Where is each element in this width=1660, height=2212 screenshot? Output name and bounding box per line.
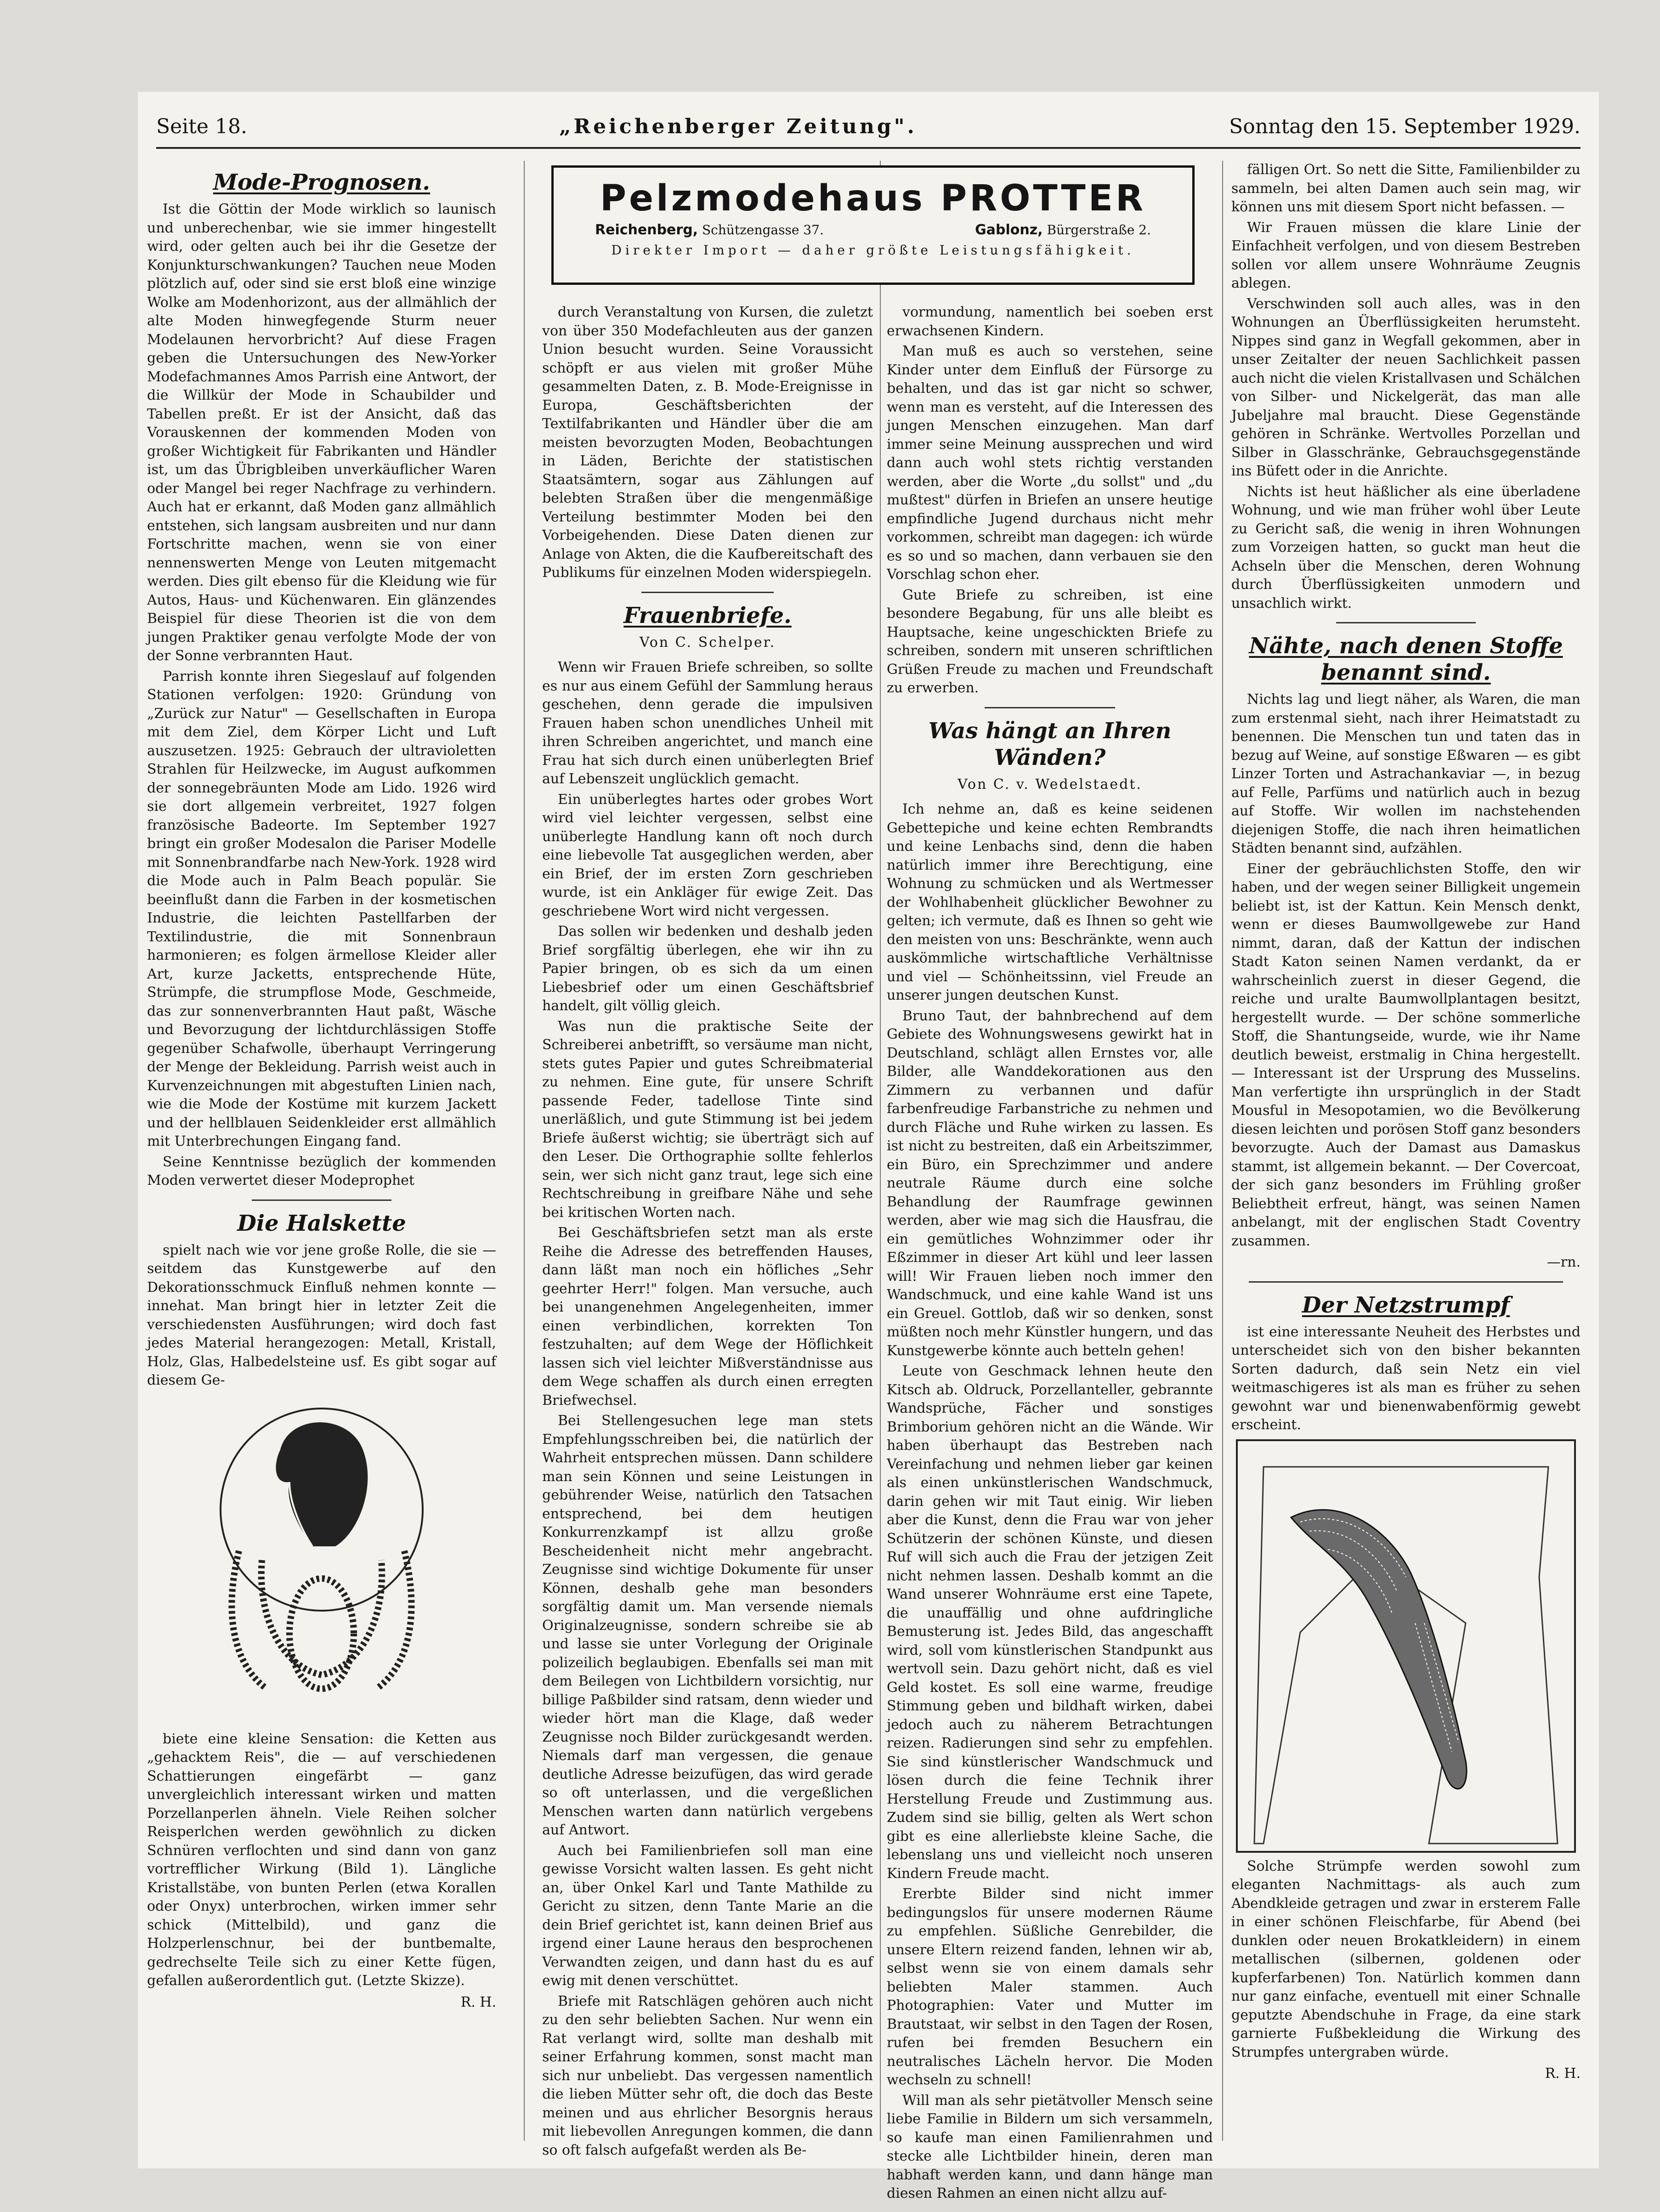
divider <box>252 1199 391 1201</box>
ad-city: Reichenberg, <box>595 222 698 238</box>
issue-date: Sonntag den 15. September 1929. <box>1229 114 1581 138</box>
article-byline: Von C. Schelper. <box>639 634 776 651</box>
article-paragraph: Ist die Göttin der Mode wirklich so launisch und unberechenbar, wie sie immer hingestellt wird, oder gelten auch bei ihr die Gesetze der Konjunkturschwankungen? Tauchen neue Moden plötzlich auf, oder sind sie erst bloß eine winzige Wolke am Modenhorizont, aus der allmählich der alte Moden hinwegfegende Sturm neuer Modelaunen hervorbricht? Auf diese Fragen geben die Untersuchungen des New-Yorker Modefachmannes Amos Parrish eine Antwort, der die Willkür der Mode in Schaubilder und Tabellen preßt. Er ist der Ansicht, daß das Vorauskennen der kommenden Moden von großer Wichtigkeit für Fabrikanten und Händler ist, um das Übrigbleiben unverkäuflicher Waren oder Mangel bei reger Nachfrage zu verhindern. Auch hat er erkannt, daß Moden ganz allmählich entstehen, sich langsam ausbreiten und nur dann Fortschritte machen, wenn sie von einer nennenswerten Menge von Leuten mitgemacht werden. Dies gilt ebenso für die Kleidung wie für Autos, Haus- und Küchenwaren. Ein glänzendes Beispiel für diese Theorien ist die von dem jungen Praktiker genau verfolgte Mode der von der Sonne verbrannten Haut. <box>147 201 496 664</box>
article-paragraph: spielt nach wie vor jene große Rolle, die sie — seitdem das Kunstgewerbe auf den Dekorationsschmuck Einfluß nehmen konnte — innehat. Man bringt hier in letzter Zeit die verschiedensten Ausführungen; wird doch fast jedes Material herangezogen: Metall, Kristall, Holz, Glas, Halbedelsteine usf. Es gibt sogar auf diesem Ge- <box>147 1242 496 1388</box>
column-2 <box>542 303 873 2158</box>
divider <box>1336 622 1476 623</box>
article-paragraph: Gute Briefe zu schreiben, ist eine besondere Begabung, für uns alle bleibt es Hauptsache, keine ungeschickten Briefe zu schreiben, sondern mit unseren schriftlichen Grüßen Freude zu machen und Freundschaft zu erwerben. <box>887 587 1213 696</box>
author-signature: R. H. <box>1545 2065 1581 2082</box>
article-paragraph: ist eine interessante Neuheit des Herbstes und unterscheidet sich von den bisher bekannten Sorten dadurch, daß sein Netz ein viel weitmaschigeres ist als man es früher zu sehen gewohnt war und bienenwabenförmig gewebt erscheint. <box>1231 1324 1581 1433</box>
ad-slogan: Direkter Import — daher größte Leistungsfähigkeit. <box>611 243 1135 258</box>
article-paragraph: Bruno Taut, der bahnbrechend auf dem Gebiete des Wohnungswesens gewirkt hat in Deutschland, schlägt allen Ernstes vor, alle Bilder, alle Wanddekorationen aus den Zimmern zu verbannen und dafür farbenfreudige Farbanstriche zu nehmen und durch Fläche und Ruhe wirken zu lassen. Es ist nicht zu bestreiten, daß ein Arbeitszimmer, ein Büro, ein Sprechzimmer und andere neutrale Räume durch eine solche Behandlung der Raumfrage gewinnen werden, aber wie mag sich die Hausfrau, die ein gemütliches Wohnzimmer oder ihr Eßzimmer in dieser Art kühl und leer lassen will! Wir Frauen lieben noch immer den Wandschmuck, und eine kahle Wand ist uns ein Greuel. Gottlob, daß wir so denken, sonst müßten noch mehr Künstler hungern, und das Kunstgewerbe könnte auch betteln gehen! <box>887 1007 1213 1359</box>
article-paragraph: Solche Strümpfe werden sowohl zum eleganten Nachmittags- als auch zum Abendkleide getragen und zwar in ersterem Falle in einer schönen Fleischfarbe, für Abend (bei dunklen oder neuen Brokatkleidern) in einem metallischen (silbernen, goldenen oder kupferfarbenen) Ton. Natürlich kommen dann nur ganz einfache, eventuell mit einer Schnalle geputzte Abendschuhe in Frage, da eine stark garnierte Fußbekleidung die Wirkung des Strumpfes untergraben würde. <box>1231 1858 1581 2060</box>
column-rule <box>880 161 881 2141</box>
article-paragraph: Ererbte Bilder sind nicht immer bedingungslos für unsere modernen Räume zu empfehlen. Süßliche Genrebilder, die unsere Eltern reizend fanden, lehnen wir ab, selbst wenn sie von einem damals sehr beliebten Maler stammen. Auch Photographien: Vater und Mutter im Brautstaat, wir selbst in den Tagen der Rosen, rufen bei fremden Besuchern ein neutralisches Lächeln hervor. Die Moden wechseln zu schnell! <box>887 1886 1213 2088</box>
ad-address: Bürgerstraße 2. <box>1047 222 1151 238</box>
column-4 <box>1231 161 1581 2141</box>
article-paragraph: Man muß es auch so verstehen, seine Kinder unter dem Einfluß der Fürsorge zu behalten, und das ist gar nicht so schwer, wenn man es versteht, auf die Interessen des jungen Menschen einzugehen. Man darf immer seine Meinung aussprechen und wird dann auch wohl stets richtig verstanden werden, aber die Worte „du sollst" und „du mußtest" dürfen in Briefen an unsere heutige empfindliche Jugend durchaus nicht mehr vorkommen, schreibt man dagegen: ich würde es so und so machen, dann verbauen sie den Vorschlag schon eher. <box>887 343 1213 583</box>
page-header <box>156 106 1581 149</box>
article-paragraph: durch Veranstaltung von Kursen, die zuletzt von über 350 Modefachleuten aus der ganzen Union besucht wurden. Seine Voraussicht schöpft er aus vielen mit großer Mühe gesammelten Daten, z. B. Mode-Ereignisse in Europa, Geschäftsberichten der Textilfabrikanten und Händler über die am meisten bevorzugten Moden, Beobachtungen in Läden, Berichte der statistischen Staatsämtern, sogar aus Zählungen auf belebten Straßen über die mengenmäßige Verteilung bestimmter Moden bei den Vorbeigehenden. Diese Daten dienen zur Anlage von Akten, die die Kaufbereitschaft des Publikums für einzelnen Moden widerspiegeln. <box>542 304 873 581</box>
column-rule <box>1222 161 1223 2141</box>
article-paragraph: Bei Geschäftsbriefen setzt man als erste Reihe die Adresse des betreffenden Hauses, dann läßt man noch ein höfliches „Sehr geehrter Herr!" folgen. Man versuche, auch bei unangenehmen Angelegenheiten, immer einen verbindlichen, korrekten Ton festzuhalten; auf dem Wege der Höflichkeit lassen sich viel leichter Mißverständnisse aus dem Wege schaffen als durch einen erregten Briefwechsel. <box>542 1225 873 1409</box>
article-paragraph: Nichts ist heut häßlicher als eine überladene Wohnung, und wie man früher wohl über Leute zu Gericht saß, die wenig in ihren Wohnungen zum Vorzeigen hatten, so guckt man heut die Achseln über die Menschen, deren Wohnung durch Überflüssigkeiten unmodern und unsachlich wirkt. <box>1231 483 1581 611</box>
ad-city: Gablonz, <box>975 222 1043 238</box>
article-title: Was hängt an Ihren Wänden? <box>928 718 1172 770</box>
article-title: Der Netzstrumpf <box>1302 1292 1510 1318</box>
article-paragraph: biete eine kleine Sensation: die Ketten aus „gehacktem Reis", die — auf verschiedenen Schattierungen eingefärbt — ganz unvergleichlich interessant wirken und matten Porzellanperlen ähneln. Viele Reihen solcher Reisperlchen werden gewöhnlich zu dicken Schnüren verflochten und sind dann von ganz vortrefflicher Wirkung (Bild 1). Längliche Kristallstäbe, von bunten Perlen (etwa Korallen oder Onyx) unterbrochen, wirken immer sehr schick (Mittelbild), und ganz die Holzperlenschnur, bei der buntbemalte, gedrechselte Teile sich zu einer Kette fügen, gefallen außerordentlich gut. (Letzte Skizze). <box>147 1731 496 1989</box>
divider <box>985 707 1115 708</box>
newspaper-page <box>138 92 1599 2201</box>
article-paragraph: fälligen Ort. So nett die Sitte, Familienbilder zu sammeln, bei alten Damen auch sein mag, wir können uns mit diesem Sport nicht befassen. — <box>1231 162 1581 215</box>
article-paragraph: Wenn wir Frauen Briefe schreiben, so sollte es nur aus einem Gefühl der Sammlung heraus geschehen, denn gerade die impulsiven Frauen haben schon unendliches Unheil mit ihren Schreiben angerichtet, und manch eine Frau hat sich durch einen unüberlegten Brief auf Lebenszeit unglücklich gemacht. <box>542 659 873 787</box>
column-1 <box>147 161 496 2141</box>
column-3 <box>887 303 1213 2201</box>
article-paragraph: Will man als sehr pietätvoller Mensch seine liebe Familie in Bildern um sich versammeln, so kaufe man einen Familienrahmen und stecke alle Lichtbilder hinein, deren man habhaft werden kann, und dann hänge man diesen Rahmen an einen nicht allzu auf- <box>887 2092 1213 2201</box>
author-signature: —rn. <box>1547 1254 1581 1270</box>
column-rule <box>524 161 525 2141</box>
protter-advertisement <box>551 165 1195 285</box>
necklace-illustration <box>175 1395 469 1725</box>
article-paragraph: Was nun die praktische Seite der Schreiberei anbetrifft, so versäume man nicht, stets gutes Papier und gutes Schreibmaterial zu nehmen. Eine gute, für unsere Schrift passende Feder, tadellose Tinte sind unerläßlich, und gute Stimmung ist bei jedem Briefe äußerst wichtig; sie überträgt sich auf den Leser. Die Orthographie sollte fehlerlos sein, wer sich nicht ganz traut, lege sich eine Rechtschreibung in greifbare Nähe und sehe bei kritischen Worten nach. <box>542 1018 873 1221</box>
ad-address: Schützengasse 37. <box>702 222 824 238</box>
divider <box>641 592 774 593</box>
article-paragraph: Verschwinden soll auch alles, was in den Wohnungen an Überflüssigkeiten herumsteht. Nippes sind ganz in Wegfall gekommen, aber in unser Zeitalter der neuen Sachlichkeit passen auch nicht die vielen Kristallvasen und Schälchen von Silber- und Nickelgerät, das man alle Jubeljahre mal braucht. Diese Gegenstände gehören in Schränke. Wertvolles Porzellan und Silber in Glasschränke, Gebrauchsgegenstände ins Büfett oder in die Anrichte. <box>1231 295 1581 479</box>
divider <box>1249 1281 1563 1283</box>
article-title: Mode-Prognosen. <box>213 170 431 195</box>
ad-title: Pelzmodehaus PROTTER <box>600 178 1146 219</box>
page-number: Seite 18. <box>156 114 247 138</box>
article-paragraph: Seine Kenntnisse bezüglich der kommenden Moden verwertet dieser Modeprophet <box>147 1154 496 1188</box>
article-paragraph: Einer der gebräuchlichsten Stoffe, den wir haben, und der wegen seiner Billigkeit ungemein beliebt ist, ist der Kattun. Kein Mensch denkt, wenn er dieses Baumwollgewebe zur Hand nimmt, daran, daß der Kattun der indischen Stadt Katon seinen Namen verdankt, da er wahrscheinlich zuerst in dieser Gegend, die reiche und uralte Baumwollplantagen besitzt, hergestellt wurde. — Der schöne sommerliche Stoff, die Shantungseide, wurde, wie ihr Name deutlich beweist, erstmalig in China hergestellt. — Interessant ist der Ursprung des Musselins. Man verfertigte ihn ursprünglich in der Stadt Mousful in Mesopotamien, wo die Bevölkerung diesen leichten und porösen Stoff ganz besonders bevorzugte. Auch der Damast aus Damaskus stammt, ist allgemein bekannt. — Der Covercoat, der sich ganz besonders im Frühling großer Beliebtheit erfreut, hängt, was seinen Namen anbelangt, mit der englischen Stadt Coventry zusammen. <box>1231 860 1581 1249</box>
stocking-illustration <box>1236 1439 1576 1853</box>
ad-addresses <box>554 222 1192 238</box>
article-paragraph: Bei Stellengesuchen lege man stets Empfehlungsschreiben bei, die natürlich der Wahrheit entsprechen müssen. Dann schildere man sein Können und seine Leistungen in gebührender Weise, natürlich den Tatsachen entsprechend, bei dem heutigen Konkurrenzkampf ist allzu große Bescheidenheit nicht mehr angebracht. Zeugnisse sind wichtige Dokumente für unser Können, deshalb gehe man besonders sorgfältig damit um. Man versende niemals Originalzeugnisse, sondern schreibe sie ab und lasse sie unter Vorlegung der Originale polizeilich beglaubigen. Ebenfalls sei man mit dem Beilegen von Lichtbildern vorsichtig, nur billige Paßbilder sind ratsam, denn wieder und wieder hört man die Klage, daß weder Zeugnisse noch Bilder zurückgesandt werden. Niemals darf man vergessen, die genaue deutliche Adresse beizufügen, das wird gerade so oft unterlassen, und die vergeßlichen Menschen warten dann natürlich vergebens auf Antwort. <box>542 1413 873 1838</box>
article-paragraph: Parrish konnte ihren Siegeslauf auf folgenden Stationen verfolgen: 1920: Gründung von „Zurück zur Natur" — Gesellschaften in Europa mit dem Ziel, dem Körper Licht und Luft auszusetzen. 1925: Gebrauch der ultravioletten Strahlen für Heilzwecke, im August aufkommen der sonnegebräunten Mode am Lido. 1926 wird sie dort allgemein verbreitet, 1927 folgen französische Badeorte. Im September 1927 bringt ein großer Modesalon die Pariser Modelle mit Sonnenbrandfarbe nach New-York. 1928 wird die Mode auch in Palm Beach populär. Sie beeinflußt dann die Farben in der kosmetischen Industrie, die leichten Pastellfarben der Textilindustrie, die mit Sonnenbraun harmonieren; es folgen ärmellose Kleider aller Art, kurze Jacketts, entsprechende Hüte, Strümpfe, die strumpflose Mode, Geschmeide, das zur sonnenverbrannten Haut paßt, Wäsche und Bevorzugung der lichtdurchlässigen Stoffe gegenüber Schafwolle, überhaupt Verringerung der Menge der Bekleidung. Parrish weist auch in Kurvenzeichnungen mit abgestuften Linien nach, wie die Mode der Kostüme mit kurzem Jackett und der hellblauen Seidenkleider erst allmählich mit Unterbrechungen Eingang fand. <box>147 668 496 1149</box>
article-paragraph: Das sollen wir bedenken und deshalb jeden Brief sorgfältig überlegen, ehe wir ihn zu Papier bringen, ob es sich da um einen Liebesbrief oder um einen Geschäftsbrief handelt, gilt völlig gleich. <box>542 923 873 1014</box>
article-title: Die Halskette <box>237 1210 406 1236</box>
article-byline: Von C. v. Wedelstaedt. <box>957 776 1142 792</box>
article-title: Frauenbriefe. <box>623 602 792 628</box>
article-paragraph: Ein unüberlegtes hartes oder grobes Wort wird viel leichter vergessen, selbst eine unüberlegte Handlung kann oft noch durch eine liebevolle Tat ausgeglichen werden, aber ein Brief, der im ersten Zorn geschrieben wurde, ist ein Ankläger für ewige Zeit. Das geschriebene Wort wird nicht vergessen. <box>542 791 873 919</box>
article-paragraph: Leute von Geschmack lehnen heute den Kitsch ab. Oldruck, Porzellanteller, gebrannte Wandsprüche, Fächer und sonstiges Brimborium gehören nicht an die Wände. Wir haben überhaupt das Bestreben nach Vereinfachung und nehmen lieber gar keinen als einen unkünstlerischen Wandschmuck, darin gehen wir mit Taut einig. Wir lieben aber die Kunst, denn die Frau war von jeher Schützerin der schönen Künste, und diesen Ruf will sich auch die Frau der jetzigen Zeit nicht nehmen lassen. Deshalb kommt an die Wand unserer Wohnräume erst eine Tapete, die unauffällig und ohne aufdringliche Bemusterung ist. Jedes Bild, das angeschafft wird, soll vom künstlerischen Standpunkt aus wertvoll sein. Dazu gehört nicht, daß es viel Geld kostet. Es soll eine warme, freudige Stimmung geben und bildhaft wirken, dabei jedoch auch zu näherem Betrachtungen reizen. Radierungen sind sehr zu empfehlen. Sie sind künstlerischer Wandschmuck und lösen durch die feine Technik ihrer Herstellung Freude und Zustimmung aus. Zudem sind sie billig, gelten als Wert schon gibt es eine allerliebste kleine Sache, die lebenslang uns und vielleicht noch unseren Kindern Freude macht. <box>887 1363 1213 1882</box>
article-paragraph: vormundung, namentlich bei soeben erst erwachsenen Kindern. <box>887 304 1213 339</box>
article-paragraph: Auch bei Familienbriefen soll man eine gewisse Vorsicht walten lassen. Es geht nicht an, über Onkel Karl und Tante Mathilde zu Gericht zu sitzen, denn Tante Marie an die dein Brief gerichtet ist, kann deinen Brief aus irgend einer Laune heraus den besprochenen Verwandten zeigen, und dann hast du es auf ewig mit denen verschüttet. <box>542 1842 873 1989</box>
article-paragraph: Wir Frauen müssen die klare Linie der Einfachheit verfolgen, und von diesem Bestreben sollen vor allem unsere Wohnräume Zeugnis ablegen. <box>1231 219 1581 291</box>
article-paragraph: Ich nehme an, daß es keine seidenen Gebettepiche und keine echten Rembrandts und keine Lenbachs sind, denn die haben natürlich immer ihre Berechtigung, eine Wohnung zu schmücken und als Wertmesser der Wohlhabenheit glücklicher Bewohner zu gelten; ich vermute, daß es Ihnen so geht wie den meisten von uns: Beschränkte, wenn auch auskömmliche wirtschaftliche Verhältnisse und viel — Schönheitssinn, viel Freude an unserer jungen deutschen Kunst. <box>887 801 1213 1003</box>
article-paragraph: Nichts lag und liegt näher, als Waren, die man zum erstenmal sieht, nach ihrer Heimatstadt zu benennen. Die Menschen tun und taten das in bezug auf Weine, auf sonstige Eßwaren — es gibt Linzer Torten und Astrachankaviar —, in bezug auf Felle, Parfüms und natürlich auch in bezug auf Stoffe. Wir wollen im nachstehenden diejenigen Stoffe, die nach ihren heimatlichen Städten benannt sind, aufzählen. <box>1231 691 1581 856</box>
article-paragraph: Briefe mit Ratschlägen gehören auch nicht zu den sehr beliebten Sachen. Nur wenn ein Rat verlangt wird, sollte man deshalb mit seiner Erfahrung kommen, sonst macht man sich nur unbeliebt. Das vergessen namentlich die lieben Mütter sehr oft, die doch das Beste meinen und aus ehrlicher Besorgnis heraus mit liebevollen Anregungen kommen, die dann so oft falsch aufgefaßt werden als Be- <box>542 1993 873 2158</box>
article-title: Nähte, nach denen Stoffe benannt sind. <box>1249 633 1563 685</box>
newspaper-title: „Reichenberger Zeitung". <box>559 114 917 138</box>
author-signature: R. H. <box>460 1994 496 2010</box>
